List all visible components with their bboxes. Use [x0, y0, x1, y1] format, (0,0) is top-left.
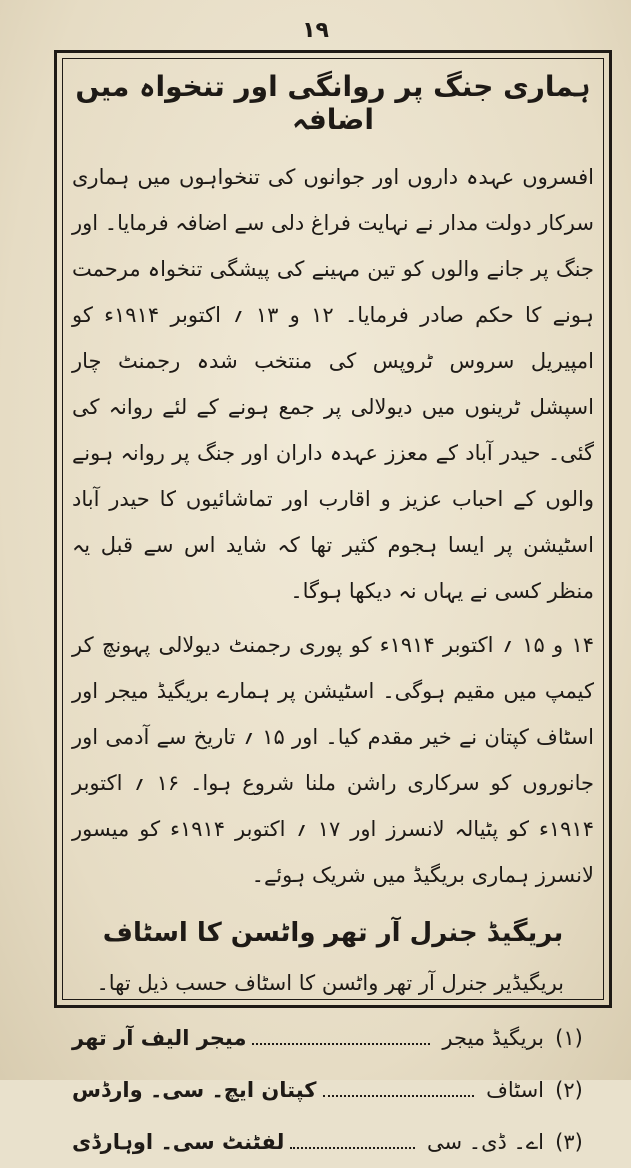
staff-number: (۳)	[555, 1130, 583, 1154]
staff-number: (۱)	[555, 1026, 583, 1050]
staff-row	[72, 1012, 594, 1064]
page-title: ہماری جنگ پر روانگی اور تنخواہ میں اضافہ	[75, 70, 591, 136]
paragraph-1: افسروں عہدہ داروں اور جوانوں کی تنخواہوں میں ہماری سرکار دولت مدار نے نہایت فراغ دلی سے اضافہ فرمایا۔ اور جنگ پر جانے والوں کو تین مہینے کی پیشگی تنخواہ مرحمت ہونے کا حکم صادر فرمایا۔ ۱۲ و ۱۳ ؍ اکتوبر ۱۹۱۴ء کو امپیریل سروس ٹروپس کی منتخب شدہ رجمنٹ چار اسپشل ٹرینوں میں دیولالی پر جمع ہونے کے لئے روانہ کی گئی۔ حیدر آباد کے معزز عہدہ داران اور جنگ پر روانہ ہونے والوں کے احباب عزیز و اقارب اور تماشائیوں کا حیدر آباد اسٹیشن پر ایسا ہجوم کثیر تھا کہ شاید اس سے قبل یہ منظر کسی نے یہاں نہ دیکھا ہوگا۔	[72, 165, 594, 603]
staff-role: اسٹاف	[486, 1078, 544, 1102]
staff-name: کپتان ایچ۔ سی۔ وارڈس	[72, 1078, 317, 1102]
staff-list	[72, 1012, 594, 1168]
staff-row	[72, 1064, 594, 1116]
dotted-leader	[323, 1095, 475, 1097]
staff-role: اے۔ ڈی۔ سی	[427, 1130, 544, 1154]
staff-name: میجر الیف آر تھر	[72, 1026, 247, 1050]
staff-section-title: بریگیڈ جنرل آر تھر واٹسن کا اسٹاف	[102, 918, 564, 948]
staff-name: لفٹنٹ سی۔ اوہارڈی	[72, 1130, 285, 1154]
dotted-leader	[290, 1147, 415, 1149]
paragraph-2: ۱۴ و ۱۵ ؍ اکتوبر ۱۹۱۴ء کو پوری رجمنٹ دیولالی پہونچ کر کیمپ میں مقیم ہوگی۔ اسٹیشن پر ہمارے بریگیڈ میجر اور اسٹاف کپتان نے خیر مقدم کیا۔ اور ۱۵ ؍ تاریخ سے آدمی اور جانوروں کو سرکاری راشن ملنا شروع ہوا۔ ۱۶ ؍ اکتوبر ۱۹۱۴ء کو پٹیالہ لانسرز اور ۱۷ ؍ اکتوبر ۱۹۱۴ء کو میسور لانسرز ہماری بریگیڈ میں شریک ہوئے۔	[72, 633, 594, 887]
staff-row	[72, 1116, 594, 1168]
dotted-leader	[252, 1043, 430, 1045]
page-content	[72, 70, 594, 1168]
staff-role: بریگیڈ میجر	[442, 1026, 544, 1050]
staff-number: (۲)	[555, 1078, 583, 1102]
staff-intro: بریگیڈیر جنرل آر تھر واٹسن کا اسٹاف حسب ذیل تھا۔	[96, 971, 564, 995]
page-number: ١٩	[302, 18, 329, 43]
